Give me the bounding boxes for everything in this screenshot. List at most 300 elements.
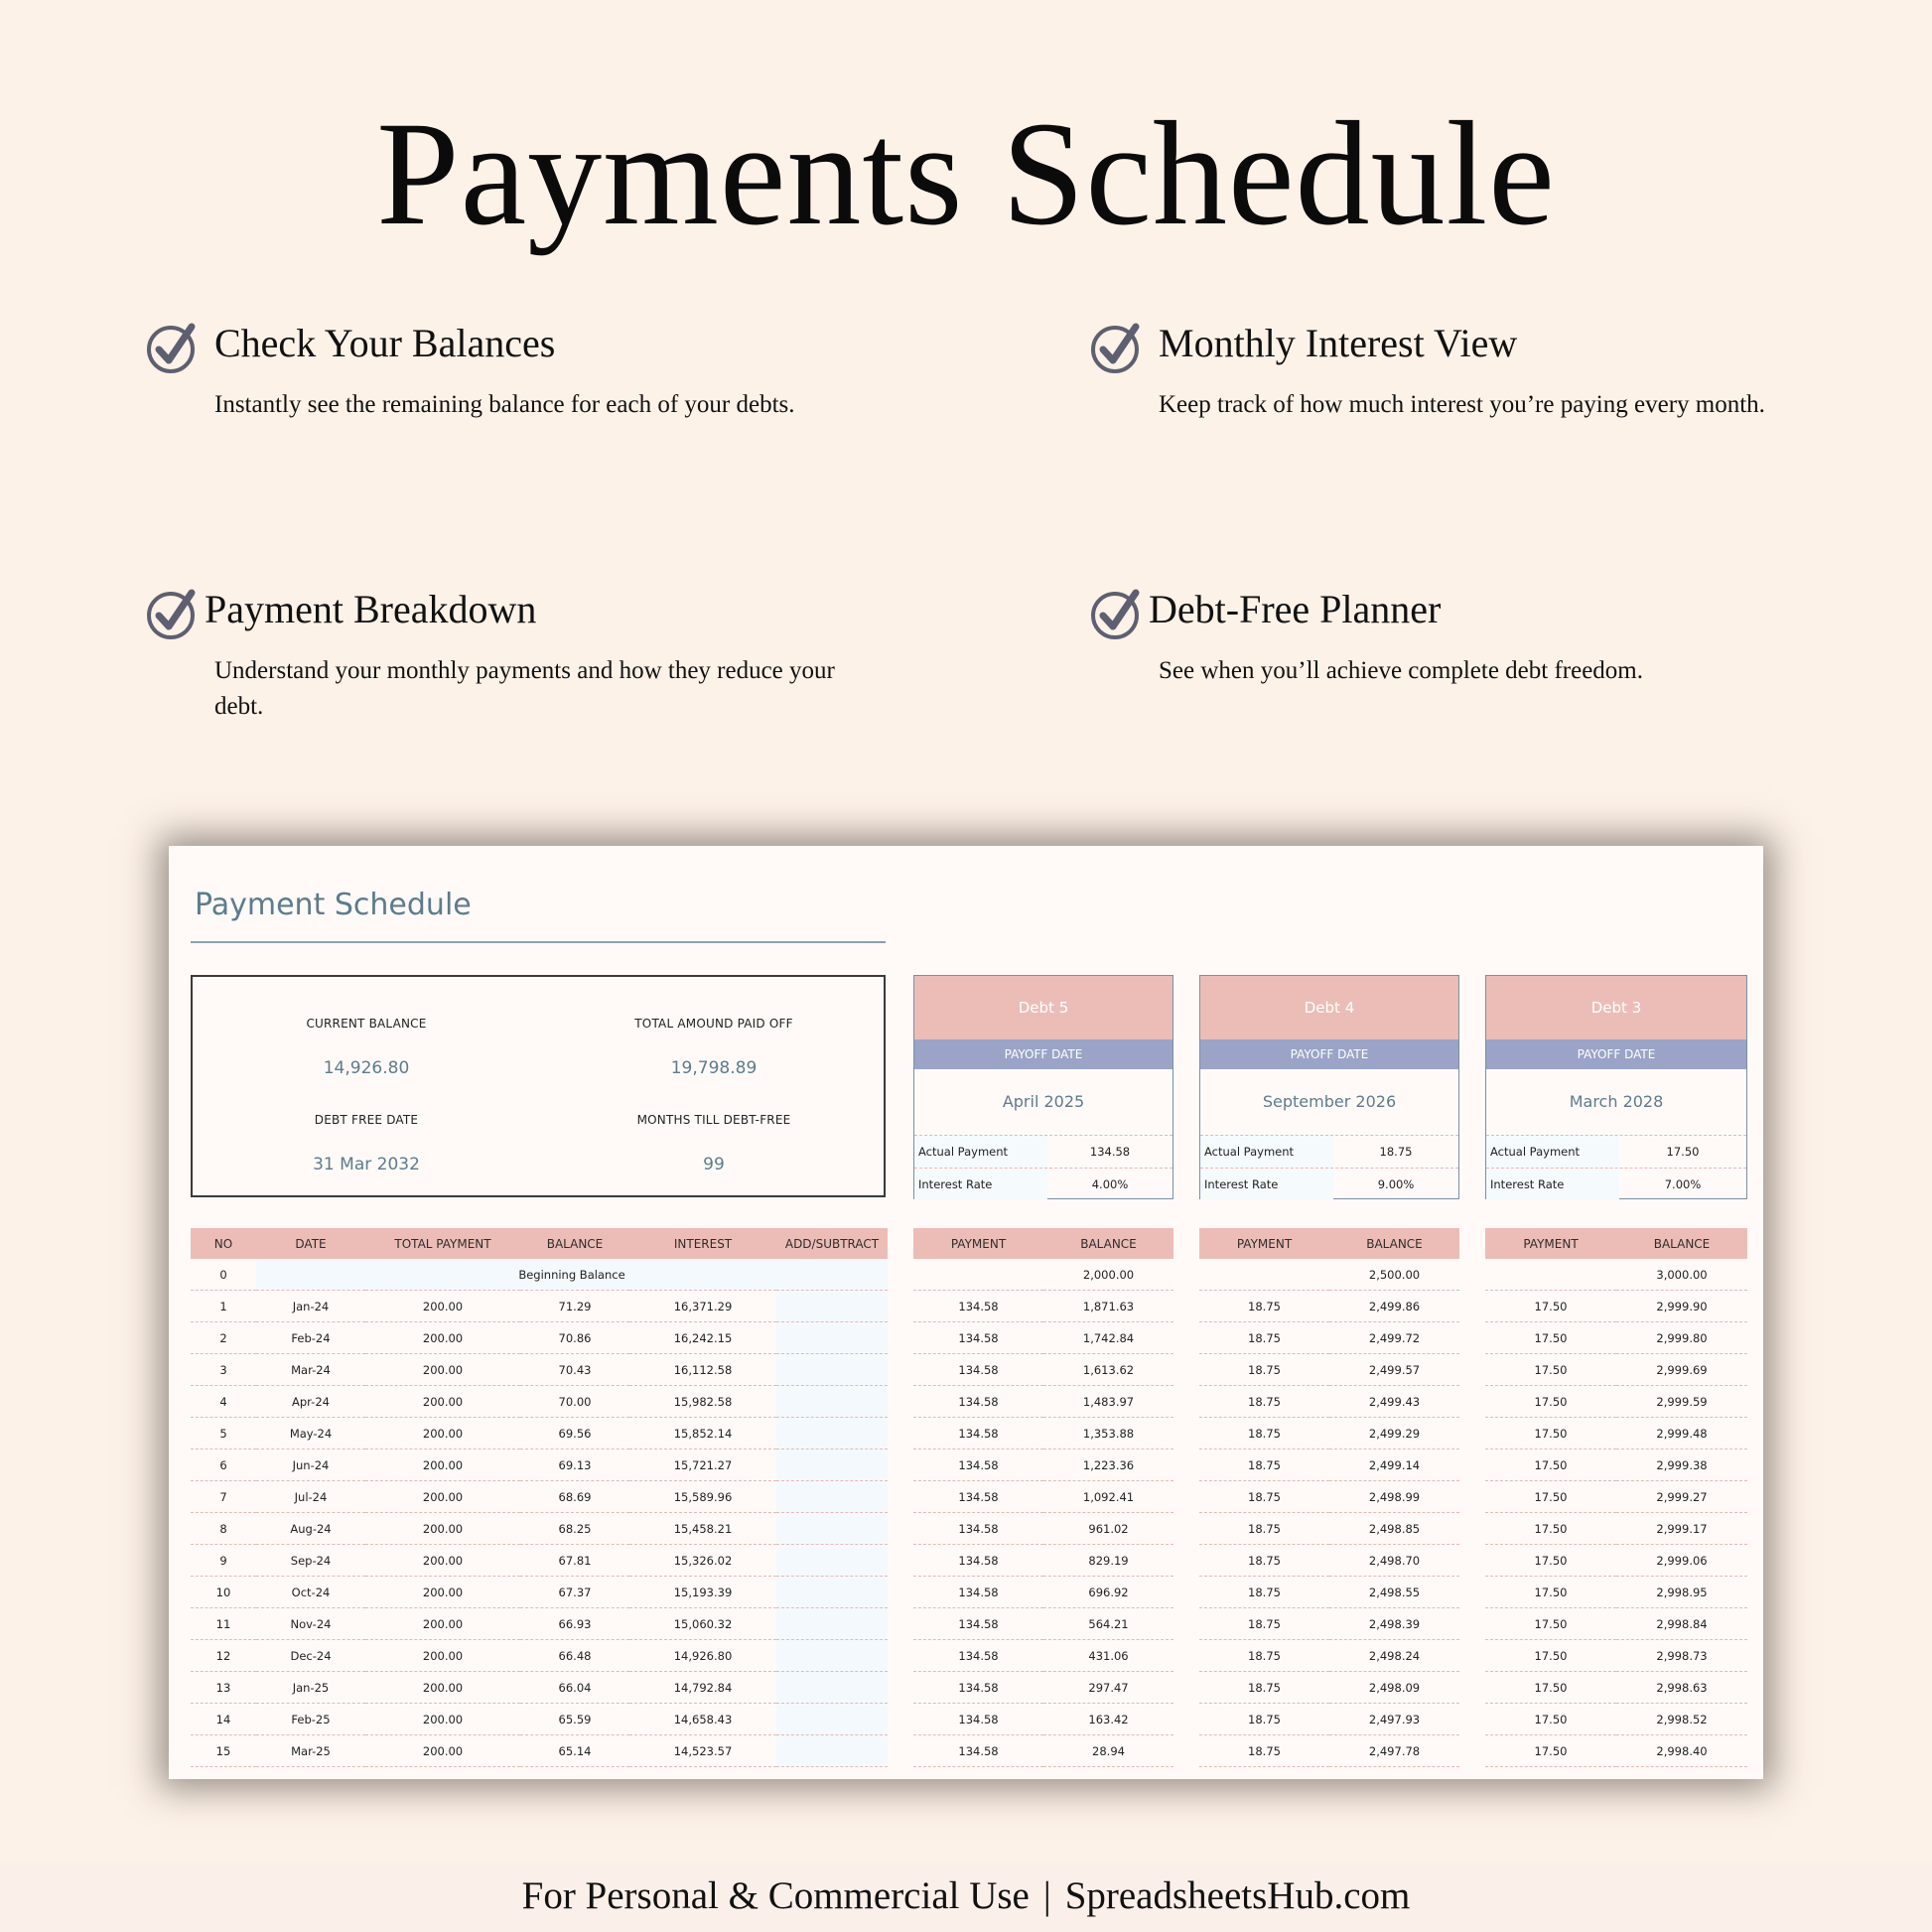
debt4-schedule-table bbox=[1199, 1228, 1459, 1767]
table-row bbox=[1199, 1481, 1459, 1513]
column-header: BALANCE bbox=[1329, 1228, 1459, 1259]
add-subtract-cell[interactable] bbox=[776, 1704, 888, 1735]
table-row bbox=[191, 1386, 888, 1418]
cell-balance: 2,999.80 bbox=[1616, 1322, 1747, 1354]
cell-payment: 17.50 bbox=[1485, 1608, 1616, 1640]
cell-no: 6 bbox=[191, 1449, 256, 1481]
cell-payment: 134.58 bbox=[913, 1704, 1043, 1735]
table-row bbox=[1485, 1545, 1747, 1577]
cell-date: Jan-24 bbox=[256, 1291, 365, 1322]
cell-balance: 1,483.97 bbox=[1043, 1386, 1173, 1418]
table-row bbox=[1199, 1735, 1459, 1767]
table-row bbox=[913, 1577, 1173, 1608]
cell-balance: 68.25 bbox=[520, 1513, 629, 1545]
table-row bbox=[1199, 1449, 1459, 1481]
months-till-debt-free-label: MONTHS TILL DEBT-FREE bbox=[636, 1113, 791, 1127]
cell-payment: 17.50 bbox=[1485, 1704, 1616, 1735]
cell-balance: 67.37 bbox=[520, 1577, 629, 1608]
table-row bbox=[913, 1735, 1173, 1767]
cell-payment: 134.58 bbox=[913, 1481, 1043, 1513]
add-subtract-cell[interactable] bbox=[776, 1513, 888, 1545]
feature-description: Keep track of how much interest you’re paying every month. bbox=[1159, 391, 1765, 418]
table-row bbox=[191, 1481, 888, 1513]
cell-payment bbox=[1199, 1259, 1329, 1291]
column-header: BALANCE bbox=[520, 1228, 629, 1259]
column-header: PAYMENT bbox=[913, 1228, 1043, 1259]
cell-interest: 15,193.39 bbox=[629, 1577, 776, 1608]
payoff-date-label: PAYOFF DATE bbox=[1200, 1039, 1458, 1069]
cell-no: 13 bbox=[191, 1672, 256, 1704]
cell-payment: 18.75 bbox=[1199, 1608, 1329, 1640]
cell-balance: 70.86 bbox=[520, 1322, 629, 1354]
actual-payment-value: 18.75 bbox=[1379, 1145, 1413, 1159]
sheet-title: Payment Schedule bbox=[195, 888, 472, 922]
feature-monthly-interest bbox=[1089, 320, 1784, 439]
cell-balance: 2,498.39 bbox=[1329, 1608, 1459, 1640]
cell-interest: 14,658.43 bbox=[629, 1704, 776, 1735]
table-row bbox=[191, 1354, 888, 1386]
column-header: PAYMENT bbox=[1485, 1228, 1616, 1259]
footer bbox=[0, 1861, 1932, 1932]
table-row bbox=[1485, 1577, 1747, 1608]
column-header: NO bbox=[191, 1228, 256, 1259]
feature-description: See when you’ll achieve complete debt freedom. bbox=[1159, 657, 1644, 684]
add-subtract-cell[interactable] bbox=[776, 1608, 888, 1640]
cell-total: 200.00 bbox=[365, 1354, 520, 1386]
current-balance-block bbox=[193, 1017, 540, 1078]
cell-no: 15 bbox=[191, 1735, 256, 1767]
cell-interest: 16,371.29 bbox=[629, 1291, 776, 1322]
cell-total: 200.00 bbox=[365, 1704, 520, 1735]
table-row bbox=[1485, 1354, 1747, 1386]
cell-total: 200.00 bbox=[365, 1322, 520, 1354]
table-row bbox=[1485, 1418, 1747, 1449]
debt-name: Debt 5 bbox=[914, 976, 1173, 1039]
cell-payment: 18.75 bbox=[1199, 1449, 1329, 1481]
cell-payment: 17.50 bbox=[1485, 1577, 1616, 1608]
total-paid-label: TOTAL AMOUND PAID OFF bbox=[634, 1017, 793, 1031]
table-row bbox=[1199, 1354, 1459, 1386]
cell-date: Feb-24 bbox=[256, 1322, 365, 1354]
cell-interest: 14,523.57 bbox=[629, 1735, 776, 1767]
feature-debt-free-planner bbox=[1089, 586, 1784, 705]
cell-balance: 2,999.17 bbox=[1616, 1513, 1747, 1545]
add-subtract-cell[interactable] bbox=[776, 1735, 888, 1767]
add-subtract-cell[interactable] bbox=[776, 1577, 888, 1608]
actual-payment-value: 17.50 bbox=[1666, 1145, 1700, 1159]
cell-balance: 2,998.84 bbox=[1616, 1608, 1747, 1640]
cell-balance: 2,999.06 bbox=[1616, 1545, 1747, 1577]
cell-payment: 18.75 bbox=[1199, 1545, 1329, 1577]
cell-balance: 1,353.88 bbox=[1043, 1418, 1173, 1449]
total-paid-value: 19,798.89 bbox=[670, 1058, 758, 1078]
feature-payment-breakdown bbox=[145, 586, 840, 725]
cell-total: 200.00 bbox=[365, 1513, 520, 1545]
footer-separator: | bbox=[1042, 1874, 1051, 1917]
cell-balance: 961.02 bbox=[1043, 1513, 1173, 1545]
table-row bbox=[191, 1513, 888, 1545]
cell-date: Apr-24 bbox=[256, 1386, 365, 1418]
cell-payment: 134.58 bbox=[913, 1608, 1043, 1640]
cell-date: Jul-24 bbox=[256, 1481, 365, 1513]
cell-payment: 17.50 bbox=[1485, 1481, 1616, 1513]
cell-payment: 134.58 bbox=[913, 1640, 1043, 1672]
table-row bbox=[913, 1545, 1173, 1577]
cell-interest: 16,242.15 bbox=[629, 1322, 776, 1354]
actual-payment-row bbox=[914, 1136, 1173, 1169]
cell-no: 8 bbox=[191, 1513, 256, 1545]
cell-no: 1 bbox=[191, 1291, 256, 1322]
cell-balance: 2,498.85 bbox=[1329, 1513, 1459, 1545]
check-circle-icon bbox=[145, 586, 201, 641]
cell-interest: 15,721.27 bbox=[629, 1449, 776, 1481]
cell-payment: 18.75 bbox=[1199, 1704, 1329, 1735]
table-row bbox=[191, 1322, 888, 1354]
actual-payment-row bbox=[1200, 1136, 1458, 1169]
cell-balance: 696.92 bbox=[1043, 1577, 1173, 1608]
cell-total: 200.00 bbox=[365, 1735, 520, 1767]
cell-date: Mar-24 bbox=[256, 1354, 365, 1386]
table-row bbox=[1199, 1704, 1459, 1735]
debt-free-date-block bbox=[193, 1113, 540, 1174]
cell-no: 9 bbox=[191, 1545, 256, 1577]
main-schedule-table bbox=[191, 1228, 888, 1767]
current-balance-label: CURRENT BALANCE bbox=[306, 1017, 427, 1031]
cell-interest: 14,926.80 bbox=[629, 1640, 776, 1672]
cell-payment: 17.50 bbox=[1485, 1545, 1616, 1577]
table-row bbox=[191, 1608, 888, 1640]
cell-balance: 2,998.95 bbox=[1616, 1577, 1747, 1608]
months-till-debt-free-value: 99 bbox=[703, 1155, 725, 1174]
cell-payment: 18.75 bbox=[1199, 1322, 1329, 1354]
table-row bbox=[1485, 1386, 1747, 1418]
table-row bbox=[913, 1672, 1173, 1704]
cell-payment: 18.75 bbox=[1199, 1481, 1329, 1513]
footer-website[interactable]: SpreadsheetsHub.com bbox=[1064, 1874, 1411, 1917]
add-subtract-cell[interactable] bbox=[776, 1449, 888, 1481]
cell-no: 2 bbox=[191, 1322, 256, 1354]
actual-payment-label: Actual Payment bbox=[914, 1136, 1047, 1168]
debt-card bbox=[913, 975, 1173, 1199]
cell-balance: 2,499.72 bbox=[1329, 1322, 1459, 1354]
cell-total: 200.00 bbox=[365, 1481, 520, 1513]
cell-no: 0 bbox=[191, 1259, 256, 1291]
cell-payment: 17.50 bbox=[1485, 1291, 1616, 1322]
cell-payment: 134.58 bbox=[913, 1735, 1043, 1767]
page-title: Payments Schedule bbox=[376, 91, 1556, 256]
column-header: ADD/SUBTRACT bbox=[776, 1228, 888, 1259]
cell-date: Feb-25 bbox=[256, 1704, 365, 1735]
cell-payment: 18.75 bbox=[1199, 1354, 1329, 1386]
cell-date: Sep-24 bbox=[256, 1545, 365, 1577]
cell-no: 4 bbox=[191, 1386, 256, 1418]
column-header: TOTAL PAYMENT bbox=[365, 1228, 520, 1259]
interest-rate-label: Interest Rate bbox=[914, 1169, 1047, 1200]
cell-payment: 134.58 bbox=[913, 1577, 1043, 1608]
cell-payment: 134.58 bbox=[913, 1418, 1043, 1449]
cell-no: 12 bbox=[191, 1640, 256, 1672]
footer-license: For Personal & Commercial Use bbox=[521, 1874, 1030, 1917]
table-row bbox=[191, 1418, 888, 1449]
table-row bbox=[1485, 1322, 1747, 1354]
column-header: PAYMENT bbox=[1199, 1228, 1329, 1259]
interest-rate-label: Interest Rate bbox=[1200, 1169, 1333, 1200]
table-row bbox=[913, 1386, 1173, 1418]
table-row bbox=[1199, 1608, 1459, 1640]
interest-rate-value: 4.00% bbox=[1091, 1177, 1129, 1191]
cell-payment: 17.50 bbox=[1485, 1640, 1616, 1672]
cell-no: 14 bbox=[191, 1704, 256, 1735]
check-circle-icon bbox=[145, 320, 201, 375]
table-row bbox=[913, 1291, 1173, 1322]
payoff-date-label: PAYOFF DATE bbox=[1486, 1039, 1746, 1069]
feature-title: Payment Breakdown bbox=[205, 587, 537, 631]
cell-balance: 66.04 bbox=[520, 1672, 629, 1704]
cell-payment: 134.58 bbox=[913, 1513, 1043, 1545]
cell-total: 200.00 bbox=[365, 1672, 520, 1704]
interest-rate-row bbox=[1200, 1169, 1458, 1200]
cell-balance: 2,000.00 bbox=[1043, 1259, 1173, 1291]
cell-balance: 28.94 bbox=[1043, 1735, 1173, 1767]
cell-balance: 1,223.36 bbox=[1043, 1449, 1173, 1481]
actual-payment-value: 134.58 bbox=[1089, 1145, 1131, 1159]
cell-balance: 2,998.63 bbox=[1616, 1672, 1747, 1704]
cell-no: 7 bbox=[191, 1481, 256, 1513]
cell-balance: 2,498.55 bbox=[1329, 1577, 1459, 1608]
debt-card bbox=[1485, 975, 1747, 1199]
cell-interest: 15,060.32 bbox=[629, 1608, 776, 1640]
table-row bbox=[1199, 1640, 1459, 1672]
cell-date: Aug-24 bbox=[256, 1513, 365, 1545]
interest-rate-row bbox=[1486, 1169, 1746, 1200]
cell-payment: 17.50 bbox=[1485, 1735, 1616, 1767]
cell-balance: 2,499.29 bbox=[1329, 1418, 1459, 1449]
check-circle-icon bbox=[1089, 320, 1145, 375]
table-row bbox=[1485, 1735, 1747, 1767]
actual-payment-row bbox=[1486, 1136, 1746, 1169]
interest-rate-label: Interest Rate bbox=[1486, 1169, 1619, 1200]
feature-description: Understand your monthly payments and how they reduce your debt. bbox=[214, 657, 835, 720]
table-row bbox=[1199, 1545, 1459, 1577]
cell-payment: 134.58 bbox=[913, 1354, 1043, 1386]
table-row bbox=[913, 1608, 1173, 1640]
cell-total: 200.00 bbox=[365, 1608, 520, 1640]
cell-balance: 66.48 bbox=[520, 1640, 629, 1672]
actual-payment-label: Actual Payment bbox=[1200, 1136, 1333, 1168]
cell-balance: 69.13 bbox=[520, 1449, 629, 1481]
debt-free-date-value: 31 Mar 2032 bbox=[313, 1155, 420, 1174]
table-row bbox=[191, 1704, 888, 1735]
table-row bbox=[913, 1449, 1173, 1481]
table-row bbox=[1199, 1386, 1459, 1418]
cell-total: 200.00 bbox=[365, 1449, 520, 1481]
cell-balance: 2,999.48 bbox=[1616, 1418, 1747, 1449]
total-paid-block bbox=[540, 1017, 888, 1078]
cell-date: Jun-24 bbox=[256, 1449, 365, 1481]
feature-check-balances bbox=[145, 320, 840, 439]
column-header: DATE bbox=[256, 1228, 365, 1259]
table-row bbox=[913, 1418, 1173, 1449]
payoff-date-value: September 2026 bbox=[1200, 1069, 1458, 1136]
table-row bbox=[913, 1481, 1173, 1513]
cell-balance: 2,998.52 bbox=[1616, 1704, 1747, 1735]
add-subtract-cell[interactable] bbox=[776, 1545, 888, 1577]
cell-balance: 297.47 bbox=[1043, 1672, 1173, 1704]
table-row bbox=[913, 1704, 1173, 1735]
table-row bbox=[1485, 1608, 1747, 1640]
debt-free-date-label: DEBT FREE DATE bbox=[314, 1113, 419, 1127]
cell-total: 200.00 bbox=[365, 1640, 520, 1672]
add-subtract-cell[interactable] bbox=[776, 1640, 888, 1672]
interest-rate-value: 9.00% bbox=[1377, 1177, 1415, 1191]
interest-rate-value: 7.00% bbox=[1664, 1177, 1702, 1191]
add-subtract-cell[interactable] bbox=[776, 1386, 888, 1418]
debt3-schedule-table bbox=[1485, 1228, 1747, 1767]
table-row bbox=[191, 1449, 888, 1481]
add-subtract-cell[interactable] bbox=[776, 1354, 888, 1386]
cell-total: 200.00 bbox=[365, 1418, 520, 1449]
cell-no: 5 bbox=[191, 1418, 256, 1449]
cell-balance: 2,999.69 bbox=[1616, 1354, 1747, 1386]
cell-balance: 2,499.14 bbox=[1329, 1449, 1459, 1481]
cell-balance: 163.42 bbox=[1043, 1704, 1173, 1735]
cell-balance: 2,498.99 bbox=[1329, 1481, 1459, 1513]
cell-total: 200.00 bbox=[365, 1577, 520, 1608]
cell-total: 200.00 bbox=[365, 1291, 520, 1322]
cell-balance: 2,497.93 bbox=[1329, 1704, 1459, 1735]
payoff-date-value: March 2028 bbox=[1486, 1069, 1746, 1136]
table-row bbox=[913, 1513, 1173, 1545]
cell-balance: 2,498.09 bbox=[1329, 1672, 1459, 1704]
cell-interest: 16,112.58 bbox=[629, 1354, 776, 1386]
cell-balance: 1,092.41 bbox=[1043, 1481, 1173, 1513]
cell-balance: 2,999.38 bbox=[1616, 1449, 1747, 1481]
cell-payment: 17.50 bbox=[1485, 1354, 1616, 1386]
column-header: INTEREST bbox=[629, 1228, 776, 1259]
cell-balance: 68.69 bbox=[520, 1481, 629, 1513]
table-row bbox=[191, 1735, 888, 1767]
debt-card bbox=[1199, 975, 1459, 1199]
table-row bbox=[1199, 1418, 1459, 1449]
column-header: BALANCE bbox=[1616, 1228, 1747, 1259]
check-circle-icon bbox=[1089, 586, 1145, 641]
table-row bbox=[913, 1640, 1173, 1672]
spreadsheet-preview bbox=[169, 846, 1763, 1779]
cell-payment: 134.58 bbox=[913, 1449, 1043, 1481]
cell-date: May-24 bbox=[256, 1418, 365, 1449]
cell-balance: 2,500.00 bbox=[1329, 1259, 1459, 1291]
add-subtract-cell[interactable] bbox=[776, 1322, 888, 1354]
add-subtract-cell[interactable] bbox=[776, 1481, 888, 1513]
payoff-date-value: April 2025 bbox=[914, 1069, 1173, 1136]
cell-balance: 2,499.86 bbox=[1329, 1291, 1459, 1322]
cell-balance: 69.56 bbox=[520, 1418, 629, 1449]
payoff-date-label: PAYOFF DATE bbox=[914, 1039, 1173, 1069]
cell-payment: 134.58 bbox=[913, 1322, 1043, 1354]
table-row bbox=[191, 1640, 888, 1672]
table-row bbox=[1199, 1672, 1459, 1704]
table-row bbox=[191, 1545, 888, 1577]
add-subtract-cell[interactable] bbox=[776, 1418, 888, 1449]
cell-payment: 17.50 bbox=[1485, 1672, 1616, 1704]
cell-balance: 2,999.90 bbox=[1616, 1291, 1747, 1322]
cell-payment: 134.58 bbox=[913, 1291, 1043, 1322]
cell-balance: 829.19 bbox=[1043, 1545, 1173, 1577]
cell-payment: 18.75 bbox=[1199, 1418, 1329, 1449]
table-row bbox=[1485, 1481, 1747, 1513]
table-row bbox=[1199, 1291, 1459, 1322]
cell-date: Jan-25 bbox=[256, 1672, 365, 1704]
cell-payment: 134.58 bbox=[913, 1672, 1043, 1704]
cell-date: Nov-24 bbox=[256, 1608, 365, 1640]
table-row bbox=[913, 1322, 1173, 1354]
cell-balance: 2,999.59 bbox=[1616, 1386, 1747, 1418]
table-row bbox=[913, 1259, 1173, 1291]
debt-name: Debt 3 bbox=[1486, 976, 1746, 1039]
cell-date: Mar-25 bbox=[256, 1735, 365, 1767]
title-divider bbox=[191, 941, 886, 943]
table-row bbox=[1485, 1672, 1747, 1704]
table-row bbox=[1485, 1513, 1747, 1545]
cell-interest: 15,458.21 bbox=[629, 1513, 776, 1545]
cell-balance: 2,499.57 bbox=[1329, 1354, 1459, 1386]
table-row bbox=[1199, 1259, 1459, 1291]
cell-interest: 15,326.02 bbox=[629, 1545, 776, 1577]
actual-payment-label: Actual Payment bbox=[1486, 1136, 1619, 1168]
table-row bbox=[1485, 1291, 1747, 1322]
cell-no: 11 bbox=[191, 1608, 256, 1640]
table-row bbox=[1199, 1577, 1459, 1608]
cell-balance: 2,499.43 bbox=[1329, 1386, 1459, 1418]
add-subtract-cell[interactable] bbox=[776, 1291, 888, 1322]
cell-balance: 70.43 bbox=[520, 1354, 629, 1386]
feature-title: Monthly Interest View bbox=[1159, 321, 1518, 365]
table-row bbox=[1485, 1259, 1747, 1291]
cell-balance: 70.00 bbox=[520, 1386, 629, 1418]
cell-interest: 15,589.96 bbox=[629, 1481, 776, 1513]
table-row bbox=[913, 1354, 1173, 1386]
cell-payment: 18.75 bbox=[1199, 1386, 1329, 1418]
cell-payment: 17.50 bbox=[1485, 1386, 1616, 1418]
cell-balance: 2,998.40 bbox=[1616, 1735, 1747, 1767]
cell-payment: 17.50 bbox=[1485, 1418, 1616, 1449]
cell-balance: 65.14 bbox=[520, 1735, 629, 1767]
cell-interest: 15,852.14 bbox=[629, 1418, 776, 1449]
cell-payment bbox=[1485, 1259, 1616, 1291]
table-row bbox=[1199, 1513, 1459, 1545]
column-header: BALANCE bbox=[1043, 1228, 1173, 1259]
cell-payment: 17.50 bbox=[1485, 1449, 1616, 1481]
table-row bbox=[1485, 1449, 1747, 1481]
cell-balance: 2,999.27 bbox=[1616, 1481, 1747, 1513]
cell-payment: 134.58 bbox=[913, 1545, 1043, 1577]
table-row bbox=[1485, 1640, 1747, 1672]
summary-box bbox=[191, 975, 886, 1197]
table-row bbox=[1485, 1704, 1747, 1735]
beginning-balance-label: Beginning Balance bbox=[256, 1259, 888, 1291]
cell-payment: 17.50 bbox=[1485, 1322, 1616, 1354]
cell-no: 10 bbox=[191, 1577, 256, 1608]
feature-description: Instantly see the remaining balance for each of your debts. bbox=[214, 391, 795, 418]
cell-interest: 15,982.58 bbox=[629, 1386, 776, 1418]
cell-payment: 18.75 bbox=[1199, 1291, 1329, 1322]
cell-payment bbox=[913, 1259, 1043, 1291]
cell-payment: 18.75 bbox=[1199, 1513, 1329, 1545]
table-row bbox=[191, 1672, 888, 1704]
cell-balance: 2,498.24 bbox=[1329, 1640, 1459, 1672]
cell-balance: 1,613.62 bbox=[1043, 1354, 1173, 1386]
add-subtract-cell[interactable] bbox=[776, 1672, 888, 1704]
